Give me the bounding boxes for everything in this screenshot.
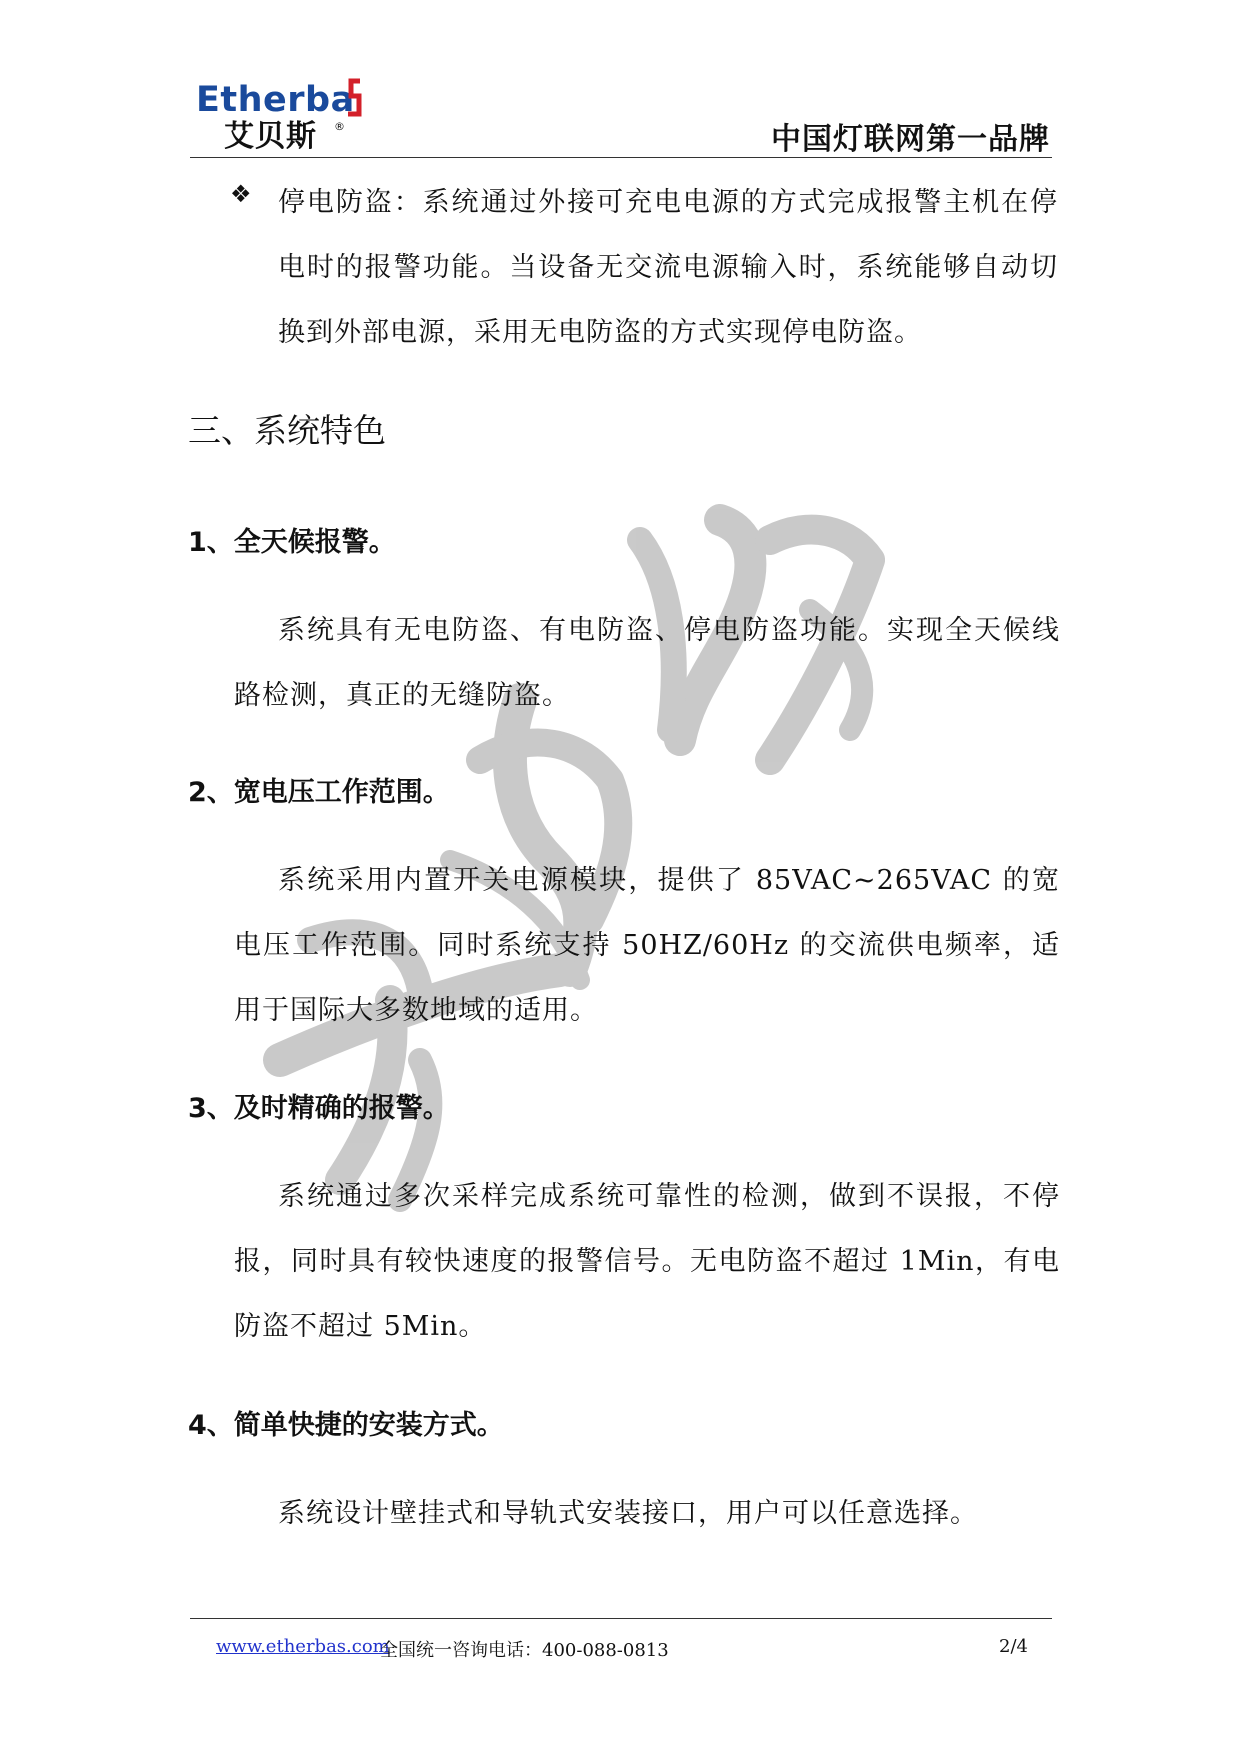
logo-english-text: Etherba	[196, 80, 355, 120]
page-number: 2/4	[999, 1636, 1028, 1657]
bullet-text: 停电防盗：系统通过外接可充电电源的方式完成报警主机在停电时的报警功能。当设备无交流电源输入时，系统能够自动切换到外部电源，采用无电防盗的方式实现停电防盗。	[278, 187, 1058, 348]
diamond-bullet-icon: ❖	[230, 180, 252, 208]
brand-logo	[196, 78, 366, 158]
logo-s-mark-icon	[346, 78, 362, 118]
feature-title: 2、宽电压工作范围。	[188, 777, 450, 808]
logo-chinese-text: 艾贝斯	[224, 119, 317, 154]
feature-title: 1、全天候报警。	[188, 527, 396, 558]
feature-body: 系统设计壁挂式和导轨式安装接口，用户可以任意选择。	[278, 1498, 978, 1529]
website-link[interactable]: www.etherbas.com	[216, 1636, 390, 1657]
feature-body: 系统采用内置开关电源模块，提供了 85VAC~265VAC 的宽电压工作范围。同时系统支持 50HZ/60Hz 的交流供电频率，适用于国际大多数地域的适用。	[234, 865, 1060, 1026]
header-divider	[190, 157, 1052, 158]
feature-body: 系统具有无电防盗、有电防盗、停电防盗功能。实现全天候线路检测，真正的无缝防盗。	[234, 615, 1060, 711]
feature-body: 系统通过多次采样完成系统可靠性的检测，做到不误报，不停报，同时具有较快速度的报警信号。无电防盗不超过 1Min，有电防盗不超过 5Min。	[234, 1181, 1060, 1342]
contact-phone: 全国统一咨询电话：400-088-0813	[380, 1640, 669, 1661]
feature-title: 4、简单快捷的安装方式。	[188, 1410, 504, 1441]
footer-divider	[190, 1618, 1052, 1619]
feature-title: 3、及时精确的报警。	[188, 1093, 450, 1124]
registered-mark: ®	[334, 120, 345, 133]
section-title: 三、系统特色	[188, 411, 386, 450]
header-slogan: 中国灯联网第一品牌	[771, 122, 1050, 157]
